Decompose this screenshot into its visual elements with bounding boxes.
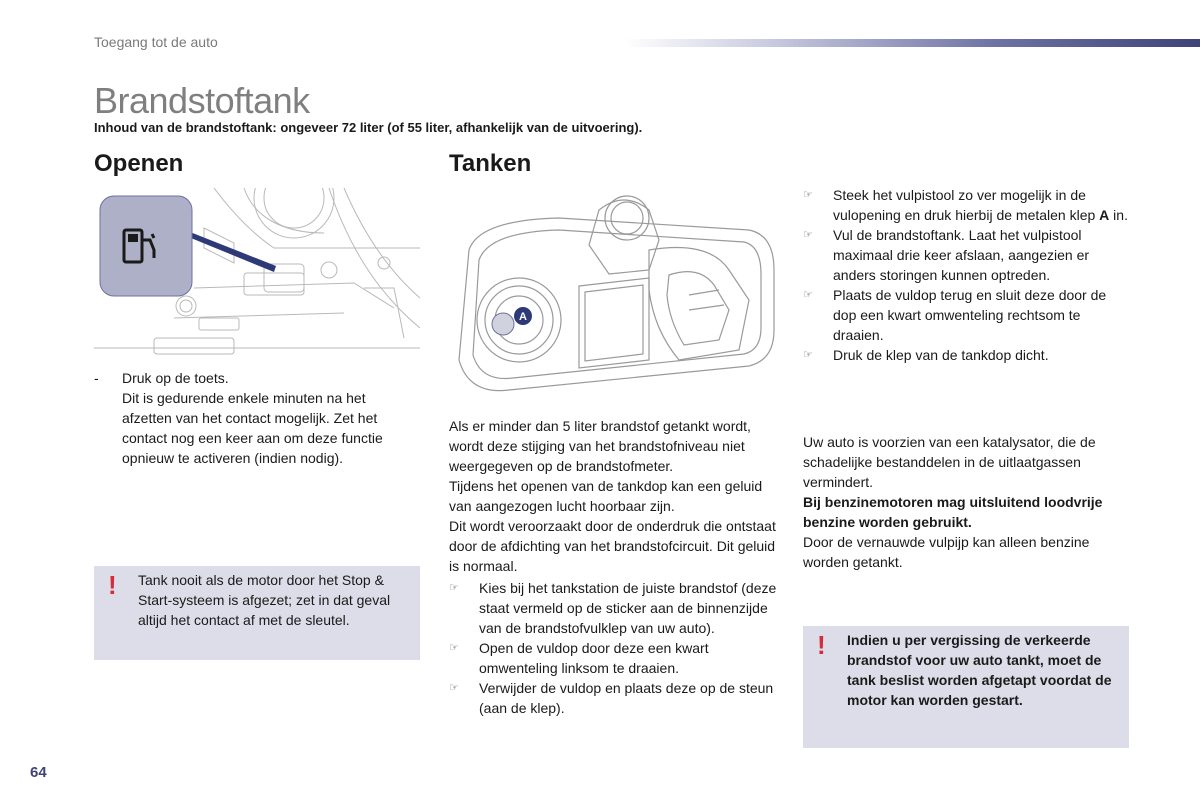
step-marker: -	[94, 370, 99, 386]
exclamation-icon: !	[108, 570, 117, 600]
tanken-heading: Tanken	[449, 150, 532, 177]
pointing-hand-icon: ☞	[449, 682, 459, 694]
catalyst-note-text: Door de vernauwde vulpijp kan alleen benzine worden getankt.	[803, 534, 1090, 570]
tanken-paragraph-1: Als er minder dan 5 liter brandstof getankt wordt, wordt deze stijging van het brandstofniveau niet weergegeven op de brandstofmeter.	[449, 418, 751, 474]
pointing-hand-icon: ☞	[803, 229, 813, 241]
openen-step	[94, 368, 414, 468]
openen-step-title: Druk op de toets.	[122, 370, 229, 386]
catalyst-bold: Bij benzinemotoren mag uitsluitend loodvrije benzine worden gebruikt.	[803, 494, 1103, 530]
tanken-paragraph-3: Dit wordt veroorzaakt door de onderdruk die ontstaat door de afdichting van het brandstofcircuit. Dit geluid is normaal.	[449, 518, 776, 574]
list-item: ☞ Open de vuldop door deze een kwart omwenteling linksom te draaien.	[449, 640, 709, 676]
right-steps	[803, 185, 1133, 365]
pointing-hand-icon: ☞	[449, 642, 459, 654]
catalyst-note	[803, 432, 1133, 572]
list-item: ☞ Kies bij het tankstation de juiste brandstof (deze staat vermeld op de sticker aan de binnenzijde van de brandstofvulklep van uw auto).	[449, 580, 777, 636]
section-label: Toegang tot de auto	[94, 34, 218, 50]
filler-cap-illustration	[449, 190, 779, 398]
catalyst-text: Uw auto is voorzien van een katalysator, die de schadelijke bestanddelen in de uitlaatgassen vermindert.	[803, 434, 1096, 490]
openen-warning-text: Tank nooit als de motor door het Stop & Start-systeem is afgezet; zet in dat geval altijd het contact af met de sleutel.	[138, 572, 391, 628]
pointing-hand-icon: ☞	[449, 582, 459, 594]
page-number: 64	[30, 764, 47, 781]
filler-cap-drawing	[449, 190, 779, 398]
dashboard-drawing	[94, 188, 420, 360]
exclamation-icon: !	[817, 630, 826, 660]
label-a-text: A	[519, 311, 527, 323]
openen-heading: Openen	[94, 150, 184, 177]
dashboard-illustration	[94, 188, 420, 360]
list-item: ☞ Plaats de vuldop terug en sluit deze door de dop een kwart omwenteling rechtsom te draaien.	[803, 287, 1107, 343]
openen-step-text: Dit is gedurende enkele minuten na het afzetten van het contact mogelijk. Zet het contact nog een keer aan om deze functie opnieuw te activeren (indien nodig).	[122, 390, 383, 466]
pointing-hand-icon: ☞	[803, 189, 813, 201]
tanken-paragraph-2: Tijdens het openen van de tankdop kan een geluid van aangezogen lucht hoorbaar zijn.	[449, 478, 763, 514]
list-item: ☞ Druk de klep van de tankdop dicht.	[803, 347, 1049, 363]
openen-warning-box	[94, 566, 420, 660]
list-item: ☞ Vul de brandstoftank. Laat het vulpistool maximaal drie keer afslaan, aangezien er anders storingen kunnen optreden.	[803, 227, 1090, 283]
fuel-warning-text: Indien u per vergissing de verkeerde brandstof voor uw auto tankt, moet de tank beslist worden afgetapt voordat de motor kan worden gestart.	[847, 632, 1112, 708]
tanken-steps	[449, 578, 779, 718]
list-item: ☞ Verwijder de vuldop en plaats deze op de steun (aan de klep).	[449, 680, 774, 716]
header-bar	[624, 39, 1200, 47]
tanken-paragraph	[449, 416, 779, 576]
pointing-hand-icon: ☞	[803, 349, 813, 361]
page-subtitle: Inhoud van de brandstoftank: ongeveer 72 liter (of 55 liter, afhankelijk van de uitvoering).	[94, 120, 643, 135]
fuel-warning-box	[803, 626, 1129, 748]
list-item: ☞ Steek het vulpistool zo ver mogelijk in de vulopening en druk hierbij de metalen klep A in.	[803, 187, 1128, 223]
pointing-hand-icon: ☞	[803, 289, 813, 301]
page-title: Brandstoftank	[94, 80, 310, 121]
